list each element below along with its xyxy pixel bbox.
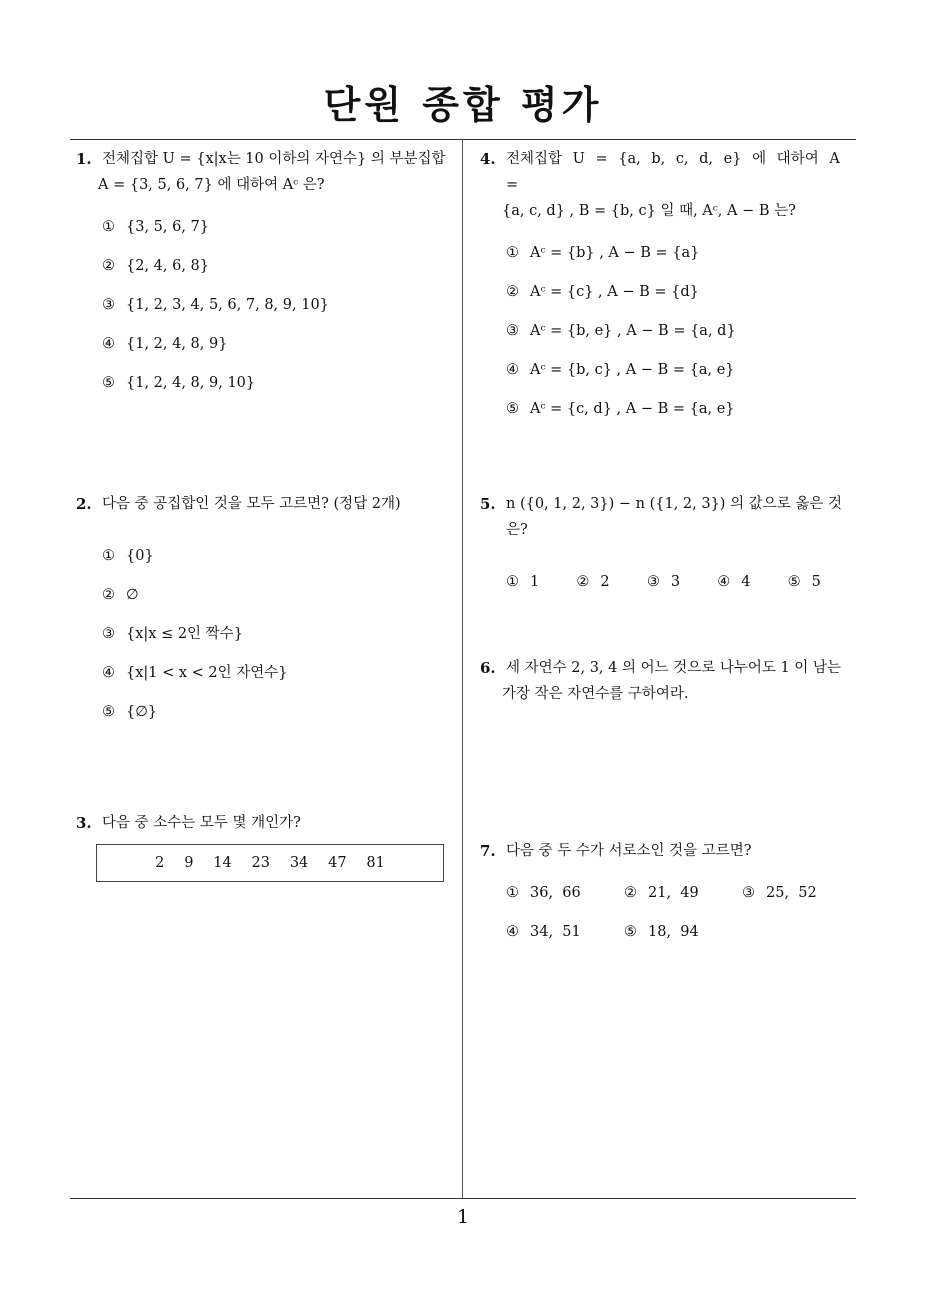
choice-mark: ⑤ — [787, 574, 801, 590]
choice-text: 3 — [670, 574, 681, 590]
question-number: 2. — [76, 495, 92, 513]
question-1 — [76, 146, 456, 409]
number-box: 2 9 14 23 34 47 81 — [96, 844, 444, 882]
question-text: 전체집합 U = {x|x는 10 이하의 자연수} 의 부분집합 — [102, 151, 446, 167]
choice-text: 25, 52 — [766, 885, 817, 901]
choice-mark: ④ — [102, 336, 115, 352]
choice-mark: ⑤ — [102, 375, 115, 391]
choice-mark: ② — [102, 587, 115, 603]
choice-mark: ① — [102, 548, 115, 564]
choice-text: ∅ — [126, 587, 139, 603]
choice-2[interactable] — [102, 253, 456, 292]
choice-2[interactable] — [102, 582, 456, 621]
bottom-rule — [70, 1198, 856, 1199]
choice-text: {x|x ≤ 2인 짝수} — [126, 626, 243, 642]
question-2 — [76, 491, 456, 738]
question-4 — [480, 146, 858, 435]
choice-mark: ⑤ — [624, 924, 637, 940]
choice-mark: ① — [506, 885, 519, 901]
choice-mark: ④ — [102, 665, 115, 681]
question-text: 전체집합 U = {a, b, c, d, e} 에 대하여 A = — [506, 151, 840, 193]
choice-1[interactable] — [102, 214, 456, 253]
choice-mark: ① — [506, 574, 519, 590]
choice-mark: ⑤ — [102, 704, 115, 720]
top-rule — [70, 139, 856, 140]
choice-text: {0} — [126, 548, 154, 564]
choice-text: Aᶜ = {c} , A − B = {d} — [530, 284, 699, 300]
question-6 — [480, 655, 858, 707]
question-text-continued: {a, c, d} , B = {b, c} 일 때, Aᶜ, A − B 는? — [502, 203, 796, 219]
choice-1[interactable] — [506, 240, 858, 279]
choice-1[interactable] — [506, 569, 576, 608]
choice-mark: ② — [102, 258, 115, 274]
choice-2[interactable] — [624, 880, 742, 906]
choice-mark: ② — [576, 574, 590, 590]
choice-text: {∅} — [126, 704, 158, 720]
question-number: 4. — [480, 150, 496, 168]
question-number: 5. — [480, 495, 496, 513]
choice-mark: ③ — [742, 885, 755, 901]
question-text-continued: A = {3, 5, 6, 7} 에 대하여 Aᶜ 은? — [98, 177, 325, 193]
choice-text: 5 — [811, 574, 821, 590]
choice-text: {1, 2, 3, 4, 5, 6, 7, 8, 9, 10} — [126, 297, 329, 313]
question-text: n ({0, 1, 2, 3}) − n ({1, 2, 3}) 의 값으로 옳은 것은? — [506, 496, 842, 538]
choice-3[interactable] — [102, 292, 456, 331]
choice-text: {1, 2, 4, 8, 9, 10} — [126, 375, 256, 391]
choice-mark: ② — [506, 284, 519, 300]
choice-4[interactable] — [102, 331, 456, 370]
choice-text: {1, 2, 4, 8, 9} — [126, 336, 228, 352]
page-number: 1 — [456, 1206, 470, 1228]
choice-text: {2, 4, 6, 8} — [126, 258, 210, 274]
choice-mark: ① — [506, 245, 519, 261]
choice-4[interactable] — [102, 660, 456, 699]
choice-text: 36, 66 — [530, 885, 581, 901]
question-text: 다음 중 두 수가 서로소인 것을 고르면? — [506, 843, 752, 859]
choice-1[interactable] — [506, 880, 624, 906]
choice-mark: ③ — [646, 574, 660, 590]
choice-text: 2 — [600, 574, 610, 590]
choice-3[interactable] — [506, 318, 858, 357]
choice-3[interactable] — [102, 621, 456, 660]
choice-text: {x|1 < x < 2인 자연수} — [126, 665, 288, 681]
choice-list — [76, 214, 456, 409]
choice-mark: ④ — [506, 362, 519, 378]
choice-text: 18, 94 — [648, 924, 699, 940]
choice-text: Aᶜ = {b} , A − B = {a} — [530, 245, 700, 261]
choice-2[interactable] — [576, 569, 646, 608]
choice-mark: ⑤ — [506, 401, 519, 417]
choice-mark: ③ — [506, 323, 519, 339]
choice-mark: ④ — [506, 924, 519, 940]
question-text-continued: 가장 작은 자연수를 구하여라. — [502, 686, 689, 702]
choice-4[interactable] — [506, 357, 858, 396]
column-divider — [462, 139, 463, 1198]
choice-text: 34, 51 — [530, 924, 581, 940]
choice-3[interactable] — [647, 569, 717, 608]
question-number: 1. — [76, 150, 92, 168]
choice-mark: ① — [102, 219, 115, 235]
choice-3[interactable] — [742, 880, 860, 906]
choice-text: 21, 49 — [648, 885, 699, 901]
choice-text: 1 — [530, 574, 540, 590]
page-title: 단원 종합 평가 — [323, 83, 603, 127]
question-number: 6. — [480, 659, 496, 677]
question-number: 3. — [76, 814, 92, 832]
choice-list — [480, 569, 858, 608]
question-text: 다음 중 공집합인 것을 모두 고르면? (정답 2개) — [102, 496, 401, 512]
question-5 — [480, 491, 858, 608]
choice-list — [76, 543, 456, 738]
choice-1[interactable] — [102, 543, 456, 582]
choice-mark: ③ — [102, 297, 115, 313]
choice-text: Aᶜ = {b, e} , A − B = {a, d} — [530, 323, 736, 339]
choice-5[interactable] — [506, 396, 858, 435]
question-3 — [76, 810, 456, 882]
choice-mark: ④ — [717, 574, 731, 590]
question-text: 세 자연수 2, 3, 4 의 어느 것으로 나누어도 1 이 남는 — [506, 660, 841, 676]
choice-list — [480, 880, 858, 945]
question-number: 7. — [480, 842, 496, 860]
choice-4[interactable] — [506, 919, 624, 945]
choice-text: Aᶜ = {c, d} , A − B = {a, e} — [530, 401, 735, 417]
choice-5[interactable] — [624, 919, 742, 945]
choice-mark: ② — [624, 885, 637, 901]
choice-list — [480, 240, 858, 435]
choice-text: Aᶜ = {b, c} , A − B = {a, e} — [530, 362, 735, 378]
question-text: 다음 중 소수는 모두 몇 개인가? — [102, 815, 301, 831]
choice-text: 4 — [741, 574, 751, 590]
choice-5[interactable] — [102, 699, 456, 738]
choice-mark: ③ — [102, 626, 115, 642]
choice-2[interactable] — [506, 279, 858, 318]
choice-5[interactable] — [788, 569, 858, 608]
question-7 — [480, 838, 858, 945]
choice-text: {3, 5, 6, 7} — [126, 219, 210, 235]
choice-5[interactable] — [102, 370, 456, 409]
choice-4[interactable] — [717, 569, 787, 608]
